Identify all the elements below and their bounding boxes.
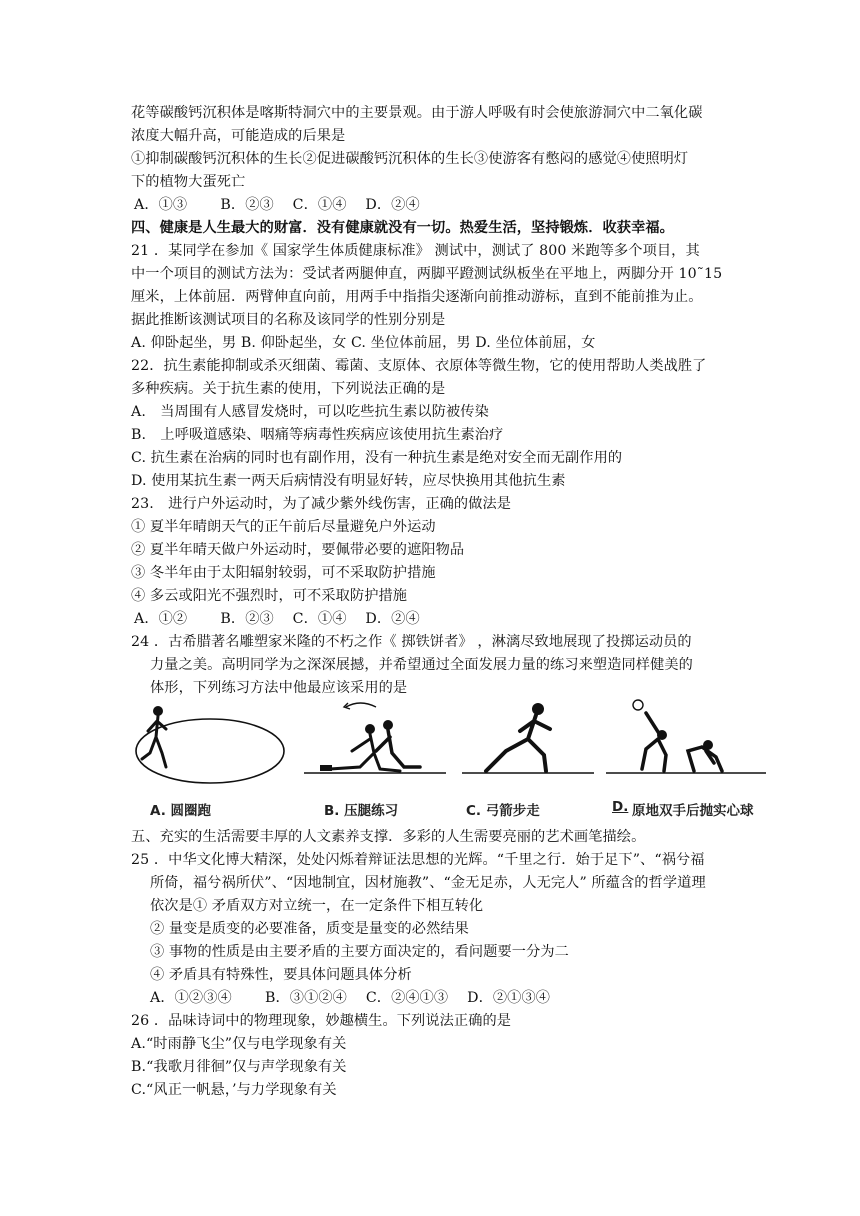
option-b: B. 上呼吸道感染、咽痛等病毒性疾病应该使用抗生素治疗 [131, 427, 504, 443]
text-line: ①抑制碳酸钙沉积体的生长②促进碳酸钙沉积体的生长③使游客有憋闷的感觉④使照明灯 [131, 151, 689, 167]
caption-b: B. 压腿练习 [324, 803, 399, 819]
statement-4: ④ 多云或阳光不强烈时，可不采取防护措施 [131, 588, 408, 604]
statement-3: ③ 冬半年由于太阳辐射较弱，可不采取防护措施 [131, 565, 436, 581]
statement-3: ③ 事物的性质是由主要矛盾的主要方面决定的，看问题要一分为二 [150, 944, 569, 960]
option-b: B.“我歌月徘徊”仅与声学现象有关 [131, 1059, 347, 1075]
text-line: 花等碳酸钙沉积体是喀斯特洞穴中的主要景观。由于游人呼吸有时会使旅游洞穴中二氧化碳 [131, 105, 703, 121]
figure-b [300, 695, 450, 825]
text-line: 浓度大幅升高，可能造成的后果是 [131, 128, 346, 144]
text-line: 中一个项目的测试方法为：受试者两腿伸直，两脚平蹬测试纵板坐在平地上，两脚分开 10˜15 [131, 266, 723, 282]
option-a: A. 当周围有人感冒发烧时，可以吃些抗生素以防被传染 [131, 404, 489, 420]
option-c: C. 抗生素在治病的同时也有副作用，没有一种抗生素是绝对安全而无副作用的 [131, 450, 623, 466]
answer-options: A．①②③④ B．③①②④ C．②④①③ D．②①③④ [150, 990, 551, 1006]
answer-options: A．①③ B．②③ C．①④ D．②④ [134, 197, 420, 213]
answer-options: A．①② B．②③ C．①④ D．②④ [134, 611, 420, 627]
text-line: 体形，下列练习方法中他最应该采用的是 [150, 680, 408, 696]
text-line: 厘米，上体前屈．两臂伸直向前，用两手中指指尖逐渐向前推动游标，直到不能前推为止。 [131, 289, 703, 305]
question-22: 22．抗生素能抑制或杀灭细菌、霉菌、支原体、衣原体等微生物，它的使用帮助人类战胜了 [131, 358, 707, 374]
text-line: 所倚，福兮祸所伏”、“因地制宜，因材施教”、“金无足赤，人无完人” 所蕴含的哲学道理 [150, 875, 706, 891]
question-25: 25 ．中华文化博大精深，处处闪烁着辩证法思想的光辉。“千里之行．始于足下”、“祸兮福 [131, 852, 705, 868]
figure-d [602, 695, 770, 825]
circle-run-illustration [128, 695, 288, 795]
backward-throw-illustration [602, 695, 770, 795]
statement-2: ② 量变是质变的必要准备，质变是量变的必然结果 [150, 921, 469, 937]
caption-d-letter: D. [612, 799, 629, 815]
option-d: D. 使用某抗生素一两天后病情没有明显好转，应尽快换用其他抗生素 [131, 473, 566, 489]
figure-c [458, 695, 598, 825]
caption-c: C. 弓箭步走 [466, 803, 540, 819]
statement-1: 依次是① 矛盾双方对立统一，在一定条件下相互转化 [150, 898, 484, 914]
text-line: 力量之美。高明同学为之深深展撼，并希望通过全面发展力量的练习来塑造同样健美的 [150, 657, 693, 673]
text-line: 下的植物大蛋死亡 [131, 174, 246, 190]
statement-4: ④ 矛盾具有特殊性，要具体问题具体分析 [150, 967, 412, 983]
text-line: 多种疾病。关于抗生素的使用，下列说法正确的是 [131, 381, 446, 397]
question-21: 21 ．某同学在参加《 国家学生体质健康标准》 测试中，测试了 800 米跑等多个项目，其 [131, 243, 700, 259]
text-line: 据此推断该测试项目的名称及该同学的性别分别是 [131, 312, 446, 328]
section-heading: 五、充实的生活需要丰厚的人文素养支撑．多彩的人生需要亮丽的艺术画笔描绘。 [131, 829, 646, 845]
caption-d: 原地双手后抛实心球 [632, 803, 754, 819]
lunge-walk-illustration [458, 695, 598, 795]
option-c: C.“风正一帆悬，’与力学现象有关 [131, 1082, 337, 1098]
question-23: 23. 进行户外运动时，为了减少紫外线伤害，正确的做法是 [131, 496, 512, 512]
leg-press-illustration [300, 695, 450, 795]
option-a: A.“时雨静飞尘”仅与电学现象有关 [131, 1036, 347, 1052]
figure-a [128, 695, 288, 825]
question-24: 24 ．古希腊著名雕塑家米隆的不朽之作《 掷铁饼者》 ，淋漓尽致地展现了投掷运动员的 [131, 634, 692, 650]
section-heading: 四、健康是人生最大的财富．没有健康就没有一切。热爱生活，坚持锻炼．收获幸福。 [131, 220, 674, 236]
question-26: 26 ．品味诗词中的物理现象，妙趣横生。下列说法正确的是 [131, 1013, 512, 1029]
answer-options: A. 仰卧起坐，男 B. 仰卧起坐，女 C. 坐位体前屈，男 D. 坐位体前屈，女 [131, 335, 596, 351]
caption-a: A. 圆圈跑 [150, 803, 212, 819]
statement-2: ② 夏半年晴天做户外运动时，要佩带必要的遮阳物品 [131, 542, 465, 558]
exercise-figure [128, 695, 768, 825]
statement-1: ① 夏半年晴朗天气的正午前后尽量避免户外运动 [131, 519, 436, 535]
